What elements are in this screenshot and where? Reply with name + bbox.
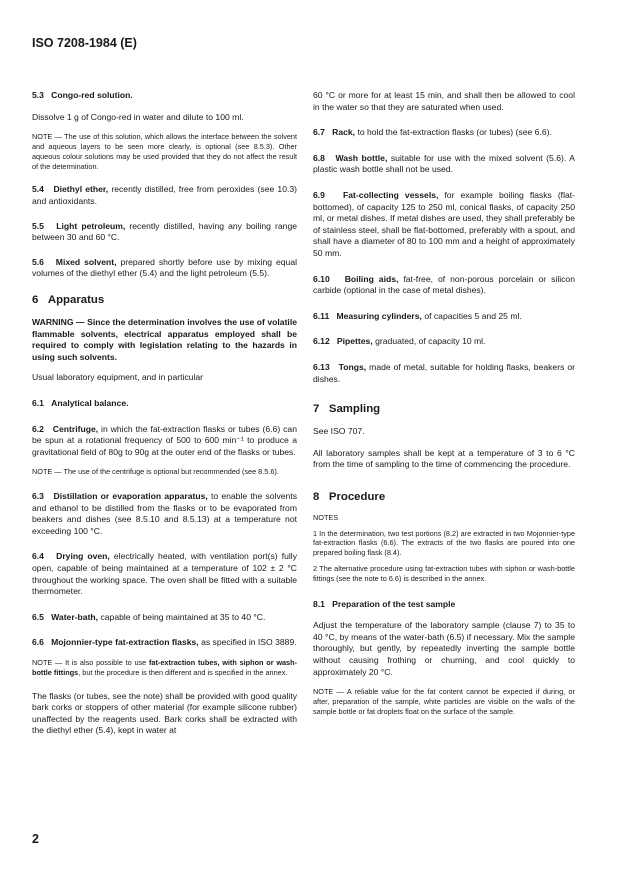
clause-number: 6.6 [32,637,44,648]
clause-title: Rack, [332,127,356,138]
clause-text: recently distilled, having any boiling range between 30 and 60 °C. [32,220,297,243]
right-column [313,90,575,717]
clause-text: prepared shortly before use by mixing equal volumes of the diethyl ether (5.4) and the light petroleum (5.5). [32,256,298,279]
clause-6-13 [313,362,575,385]
clause-8-1-text: Adjust the temperature of the laboratory sample (clause 7) to 35 to 40 °C, by means of the water-bath (6.5) if necessary. Mix the sample thoroughly, but gently, by repeatedly inverting the sample bottle without causing frothing or churning, and cool quickly to approximately 20 °C. [313,620,575,677]
clause-number: 6.10 [313,273,330,284]
left-column [32,90,297,737]
clause-number: 6.12 [313,336,330,347]
clause-text: suitable for use with the mixed solvent (5.6). A plastic wash bottle shall not be used. [313,152,575,175]
section-number: 8 [313,490,320,503]
clause-title: Measuring cylinders, [336,310,422,321]
clause-title: Diethyl ether, [53,184,109,195]
clause-title: Fat-collecting vessels, [343,189,439,200]
note-emphasis: fat-extraction tubes, with siphon or wash-bottle fittings [32,658,297,677]
clause-number: 6.5 [32,611,44,622]
clause-number: 5.3 [32,90,44,100]
clause-number: 6.13 [313,361,330,372]
note-text: , but the procedure is then different and is specified in the annex. [78,667,288,677]
clause-number: 5.5 [32,220,44,231]
clause-6-10 [313,274,575,297]
clause-title: Drying oven, [56,551,110,562]
clause-title: Congo-red solution. [51,90,133,100]
sampling-reference: See ISO 707. [313,426,365,437]
clause-text: made of metal, suitable for holding flasks, beakers or dishes. [313,361,575,384]
clause-text: recently distilled, free from peroxides (see 10.3) and antioxidants. [32,184,298,206]
clause-text: of capacities 5 and 25 ml. [421,310,522,321]
clause-title: Mixed solvent, [55,256,117,267]
clause-number: 6.1 [32,397,44,408]
clause-text: graduated, of capacity 10 ml. [372,336,486,347]
clause-title: Distillation or evaporation apparatus, [53,491,208,502]
clause-8-1-note: NOTE — A reliable value for the fat content cannot be expected if during, or after, preparation of the sample, white particles are visible on the walls of the sample bottle or fat droplets float on the surface of the sample. [313,687,575,716]
section-7-heading [313,403,575,415]
clause-5-3-text: Dissolve 1 g of Congo-red in water and dilute to 100 ml. [32,111,244,122]
note-text: NOTE — It is also possible to use [32,658,149,668]
clause-6-3 [32,491,297,537]
clause-6-1 [32,398,297,410]
clause-title: Water-bath, [51,611,99,622]
clause-title: Tongs, [338,361,367,372]
page-number: 2 [32,832,39,846]
document-header: ISO 7208-1984 (E) [32,36,137,50]
procedure-note-2: 2 The alternative procedure using fat-extraction tubes with siphon or wash-bottle fittings (see the note to 6.6) is described in the annex. [313,564,575,583]
clause-6-6-paragraph: The flasks (or tubes, see the note) shall be provided with good quality bark corks or stoppers of other material (for example silicone rubber) unaffected by the reagents used. Bark corks shall be extracted with the diethyl ether (5.4), kept in water at [32,690,297,736]
clause-title: Centrifuge, [52,423,99,434]
notes-label: NOTES [313,512,339,522]
clause-5-6 [32,257,297,280]
clause-6-8 [313,153,575,176]
clause-number: 6.9 [313,189,325,200]
clause-number: 6.11 [313,310,330,321]
clause-title: Pipettes, [336,336,373,347]
clause-number: 5.6 [32,256,44,267]
clause-text: capable of being maintained at 35 to 40 °C. [98,611,266,622]
clause-5-3 [32,90,297,102]
section-title: Apparatus [47,293,105,306]
clause-6-9 [313,190,575,260]
clause-text: to hold the fat-extraction flasks (or tubes) (see 6.6). [355,127,552,138]
clause-8-1 [313,599,575,611]
clause-number: 6.3 [32,491,44,502]
clause-title: Boiling aids, [344,273,399,284]
clause-5-4 [32,184,297,207]
clause-number: 6.2 [32,423,44,434]
section-number: 7 [313,403,320,416]
section-8-heading [313,491,575,503]
clause-text: electrically heated, with ventilation port(s) fully open, capable of being maintained at a temperature of 102 ± 2 °C throughout the working space. The oven shall be fitted with a suitable thermometer. [32,551,297,597]
clause-text: in which the fat-extraction flasks or tubes (6.6) can be spun at a rotational frequency of 500 to 600 min⁻¹ to produce a gravitational field of 80g to 90g at the outer end of the flasks or tubes. [32,423,297,457]
clause-title: Preparation of the test sample [332,598,456,609]
clause-5-3-note: NOTE — The use of this solution, which allows the interface between the solvent and aqueous layers to be seen more clearly, is optional (see 8.5.3). Other aqueous colour solutions may be used provided that they do not affect the result of the determination. [32,132,297,171]
clause-6-12 [313,336,575,348]
clause-title: Light petroleum, [56,220,126,231]
clause-number: 5.4 [32,184,44,195]
clause-6-4 [32,551,297,597]
clause-text: fat-free, of non-porous porcelain or silicon carbide (optional in the case of metal dishes). [313,273,575,296]
clause-text: to enable the solvents and ethanol to be distilled from the flasks or to be evaporated from beakers and dishes (see 8.5.10 and 8.5.13) at a temperature not exceeding 100 °C. [32,491,297,536]
clause-number: 6.7 [313,127,325,138]
clause-6-6-note [32,658,297,678]
clause-text: as specified in ISO 3889. [198,637,297,648]
clause-6-11 [313,311,575,323]
continued-text: 60 °C or more for at least 15 min, and shall then be allowed to cool in the water so that they are saturated when used. [313,90,575,112]
procedure-note-1: 1 In the determination, two test portions (8.2) are extracted in two Mojonnier-type fat-extraction flasks (6.6). The extracts of the two flasks are poured into one prepared boiling flask (8.4). [313,528,575,558]
clause-6-7 [313,127,575,139]
clause-number: 6.4 [32,551,44,562]
clause-6-6 [32,637,297,649]
clause-number: 6.8 [313,152,325,163]
clause-5-5 [32,221,297,244]
clause-title: Mojonnier-type fat-extraction flasks, [51,637,199,648]
clause-6-5 [32,612,297,624]
section-number: 6 [32,293,39,306]
clause-number: 8.1 [313,598,325,609]
section-6-heading [32,294,297,306]
clause-6-2 [32,424,297,459]
clause-text: for example boiling flasks (flat-bottomed), of capacity 125 to 250 ml, conical flasks, of capacity 250 ml, or metal dishes. If metal dishes are used, they shall preferably be of stainless steel, shall be flat-bottomed, preferably with a spout, and shall have a diameter of 80 to 100 mm and a height of approximately 50 mm. [313,189,576,258]
sampling-text: All laboratory samples shall be kept at a temperature of 3 to 6 °C from the time of sampling to the time of commencing the procedure. [313,447,575,470]
usual-equipment-text: Usual laboratory equipment, and in particular [32,372,204,383]
clause-title: Wash bottle, [335,152,388,163]
section-title: Procedure [328,490,386,503]
section-title: Sampling [328,403,381,416]
clause-title: Analytical balance. [51,397,129,408]
clause-6-2-note: NOTE — The use of the centrifuge is optional but recommended (see 8.5.6). [32,467,279,477]
warning-paragraph: WARNING — Since the determination involves the use of volatile flammable solvents, electrical apparatus employed shall be required to comply with legislation relating to the hazards in using such solvents. [32,316,297,362]
